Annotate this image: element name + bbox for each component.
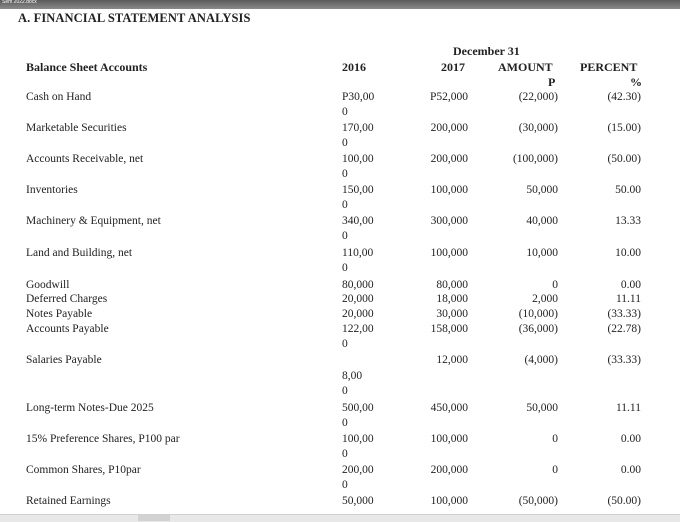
value-amount: 40,000 [526, 215, 558, 227]
account-label: Cash on Hand [26, 91, 92, 103]
value-amount: (30,000) [518, 122, 558, 134]
value-amount: 2,000 [532, 293, 558, 305]
value-amount: (22,000) [518, 91, 558, 103]
value-percent: 10.00 [615, 247, 641, 259]
account-label: Long-term Notes-Due 2025 [26, 402, 154, 414]
value-percent: (22.78) [607, 323, 641, 335]
value-amount: 10,000 [526, 247, 558, 259]
account-label: Accounts Receivable, net [26, 153, 144, 165]
account-label: Retained Earnings [26, 495, 111, 507]
header-amount: AMOUNT [498, 60, 553, 74]
header-2016: 2016 [342, 60, 366, 74]
header-amount-unit: P [548, 75, 556, 89]
window-title-bar [0, 0, 680, 9]
header-account: Balance Sheet Accounts [26, 60, 148, 74]
value-percent: (15.00) [607, 122, 641, 134]
value-2017: 200,000 [430, 122, 468, 134]
header-percent-unit: % [630, 75, 642, 89]
value-amount: (100,000) [512, 153, 558, 165]
value-2016: 170,00 [342, 122, 374, 134]
value-percent: 50.00 [615, 184, 641, 196]
value-percent: (50.00) [607, 153, 641, 165]
value-2016-wrap: 0 [342, 168, 348, 180]
scrollbar-thumb[interactable] [138, 515, 170, 521]
value-2017: 100,000 [430, 184, 468, 196]
header-2017: 2017 [441, 60, 465, 74]
header-percent: PERCENT [580, 60, 638, 74]
value-2017: P52,000 [429, 91, 468, 103]
value-2016: 200,00 [342, 464, 374, 476]
window-title: Sem 2022.docx [2, 0, 37, 5]
value-2016: 100,00 [342, 153, 374, 165]
value-2017: 158,000 [430, 323, 468, 335]
value-2017: 18,000 [436, 293, 468, 305]
account-label: 15% Preference Shares, P100 par [26, 433, 180, 445]
value-2017: 450,000 [430, 402, 468, 414]
account-label: Common Shares, P10par [26, 464, 141, 476]
value-2016-wrap: 0 [342, 137, 348, 149]
value-2017: 30,000 [436, 308, 468, 320]
value-2017: 100,000 [430, 433, 468, 445]
value-amount: (36,000) [518, 323, 558, 335]
account-label: Inventories [26, 184, 78, 196]
value-2016-wrap: 0 [342, 199, 348, 211]
account-label: Accounts Payable [26, 323, 109, 335]
value-amount: 50,000 [526, 402, 558, 414]
value-2016-wrap: 0 [342, 262, 348, 274]
header-december-31: December 31 [453, 44, 520, 58]
value-amount: (10,000) [518, 308, 558, 320]
value-2017: 80,000 [436, 279, 468, 291]
value-percent: 11.11 [615, 402, 641, 414]
account-label: Notes Payable [26, 308, 93, 320]
value-2017: 100,000 [430, 247, 468, 259]
value-amount: 0 [552, 464, 558, 476]
value-2016: 8,00 [342, 370, 363, 382]
value-amount: 50,000 [526, 184, 558, 196]
value-percent: 13.33 [615, 215, 641, 227]
value-percent: 0.00 [620, 279, 641, 291]
value-2017: 100,000 [430, 495, 468, 507]
value-2017: 200,000 [430, 464, 468, 476]
account-label: Machinery & Equipment, net [26, 215, 161, 227]
value-2016-wrap: 0 [342, 230, 348, 242]
value-amount: (50,000) [518, 495, 558, 507]
value-amount: 0 [552, 433, 558, 445]
value-2016: 80,000 [342, 279, 374, 291]
value-2016: 20,000 [342, 308, 374, 320]
value-2016: 122,00 [342, 323, 374, 335]
account-label: Marketable Securities [26, 122, 127, 134]
value-2016: 50,000 [342, 495, 374, 507]
value-2016-wrap: 0 [342, 338, 348, 350]
value-2016-wrap: 0 [342, 385, 348, 397]
value-amount: (4,000) [524, 354, 558, 366]
section-title: A. FINANCIAL STATEMENT ANALYSIS [18, 11, 251, 25]
value-2016-wrap: 0 [342, 106, 348, 118]
value-2016: 20,000 [342, 293, 374, 305]
value-percent: (33.33) [607, 354, 641, 366]
value-2016: 110,00 [342, 247, 374, 259]
value-2016: 500,00 [342, 402, 374, 414]
value-percent: 0.00 [620, 464, 641, 476]
value-2016: 100,00 [342, 433, 374, 445]
value-2016: 340,00 [342, 215, 374, 227]
value-2016-wrap: 0 [342, 448, 348, 460]
value-percent: 11.11 [615, 293, 641, 305]
account-label: Deferred Charges [26, 293, 108, 305]
value-2017: 200,000 [430, 153, 468, 165]
value-2016-wrap: 0 [342, 479, 348, 491]
value-2016-wrap: 0 [342, 417, 348, 429]
value-amount: 0 [552, 279, 558, 291]
account-label: Goodwill [26, 279, 70, 291]
value-percent: (33.33) [607, 308, 641, 320]
value-2016: 150,00 [342, 184, 374, 196]
value-2017: 12,000 [436, 354, 468, 366]
value-percent: (50.00) [607, 495, 641, 507]
value-2017: 300,000 [430, 215, 468, 227]
value-2016: P30,00 [342, 91, 375, 103]
account-label: Land and Building, net [26, 247, 133, 259]
value-percent: 0.00 [620, 433, 641, 445]
account-label: Salaries Payable [26, 354, 102, 366]
value-percent: (42.30) [607, 91, 641, 103]
